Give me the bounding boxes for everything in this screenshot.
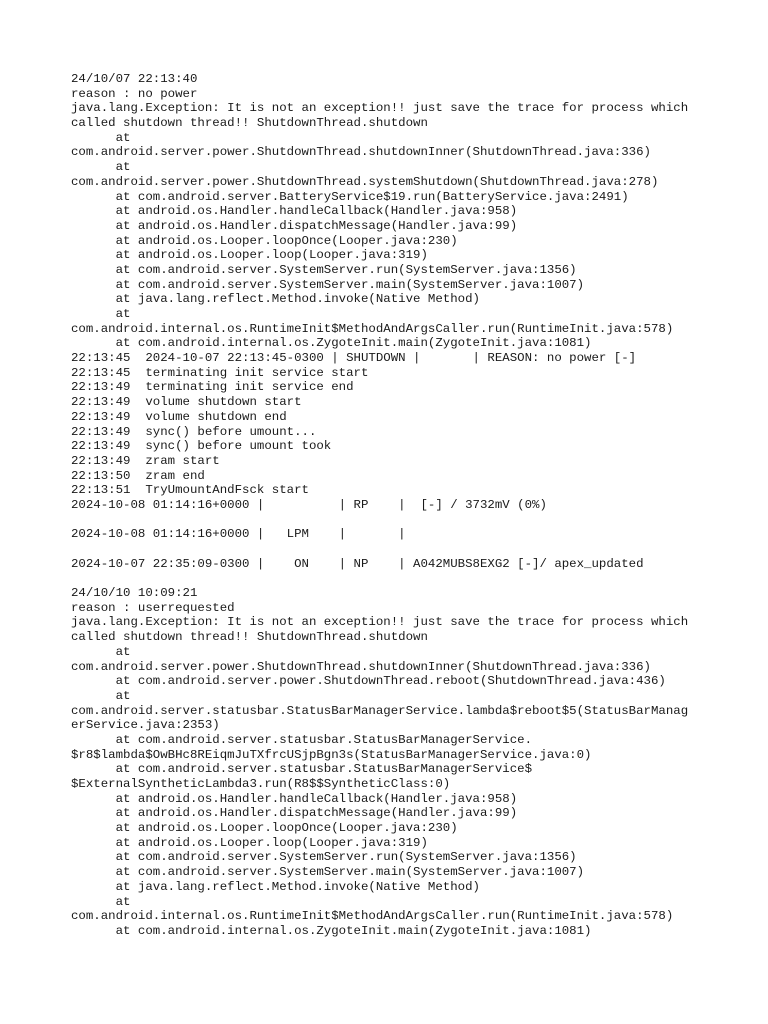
log-line: at android.os.Handler.handleCallback(Handler.java:958) <box>71 791 518 806</box>
log-line: com.android.server.power.ShutdownThread.shutdownInner(ShutdownThread.java:336) <box>71 659 651 674</box>
log-line: at com.android.server.SystemServer.main(SystemServer.java:1007) <box>71 277 585 292</box>
log-line: at com.android.server.statusbar.StatusBarManagerService. <box>71 732 533 747</box>
log-line: at android.os.Handler.handleCallback(Handler.java:958) <box>71 204 518 219</box>
log-line: at java.lang.reflect.Method.invoke(Native Method) <box>71 292 480 307</box>
log-line: java.lang.Exception: It is not an exception!! just save the trace for process which <box>71 615 689 630</box>
log-line: 22:13:49 volume shutdown start <box>71 395 302 410</box>
log-line: called shutdown thread!! ShutdownThread.shutdown <box>71 630 428 645</box>
log-line <box>71 571 711 586</box>
log-line: at java.lang.reflect.Method.invoke(Native Method) <box>71 879 480 894</box>
log-line: 2024-10-08 01:14:16+0000 | | RP | [-] / 3732mV (0%) <box>71 497 547 512</box>
log-line: 22:13:49 terminating init service end <box>71 380 354 395</box>
log-line: erService.java:2353) <box>71 718 220 733</box>
log-line: 24/10/07 22:13:40 <box>71 72 198 86</box>
log-line: 22:13:50 zram end <box>71 468 205 483</box>
log-line: com.android.server.power.ShutdownThread.shutdownInner(ShutdownThread.java:336) <box>71 145 651 160</box>
log-line: 22:13:51 TryUmountAndFsck start <box>71 483 309 498</box>
log-line: 22:13:45 2024-10-07 22:13:45-0300 | SHUTDOWN | | REASON: no power [-] <box>71 351 637 366</box>
log-text-document <box>71 72 711 939</box>
log-line: 24/10/10 10:09:21 <box>71 586 198 601</box>
log-line: 22:13:49 volume shutdown end <box>71 409 287 424</box>
log-line: at com.android.server.statusbar.StatusBarManagerService$ <box>71 762 533 777</box>
log-line: java.lang.Exception: It is not an exception!! just save the trace for process which <box>71 101 689 116</box>
log-line: com.android.server.statusbar.StatusBarManagerService.lambda$reboot$5(StatusBarManag <box>71 703 689 718</box>
log-line: called shutdown thread!! ShutdownThread.shutdown <box>71 116 428 131</box>
log-line: $r8$lambda$OwBHc8REiqmJuTXfrcUSjpBgn3s(StatusBarManagerService.java:0) <box>71 747 592 762</box>
log-line <box>71 542 711 557</box>
log-line: at com.android.internal.os.ZygoteInit.main(ZygoteInit.java:1081) <box>71 923 592 938</box>
log-line: at <box>71 644 131 659</box>
log-line: at android.os.Looper.loopOnce(Looper.java:230) <box>71 233 458 248</box>
log-line: at com.android.server.power.ShutdownThread.reboot(ShutdownThread.java:436) <box>71 674 666 689</box>
log-line: at <box>71 894 131 909</box>
log-line: at android.os.Handler.dispatchMessage(Handler.java:99) <box>71 218 518 233</box>
log-line: reason : userrequested <box>71 600 235 615</box>
log-line: com.android.server.power.ShutdownThread.systemShutdown(ShutdownThread.java:278) <box>71 174 659 189</box>
log-line: at android.os.Looper.loop(Looper.java:319) <box>71 248 428 263</box>
log-line: at com.android.server.BatteryService$19.run(BatteryService.java:2491) <box>71 189 629 204</box>
log-line: at <box>71 160 131 175</box>
log-line: at android.os.Looper.loopOnce(Looper.java:230) <box>71 821 458 836</box>
log-line: at com.android.internal.os.ZygoteInit.main(ZygoteInit.java:1081) <box>71 336 592 351</box>
log-line: 22:13:49 sync() before umount... <box>71 424 317 439</box>
log-line: 2024-10-08 01:14:16+0000 | LPM | | <box>71 527 406 542</box>
log-line: at com.android.server.SystemServer.run(SystemServer.java:1356) <box>71 262 577 277</box>
log-line: at <box>71 688 131 703</box>
log-line: at com.android.server.SystemServer.main(SystemServer.java:1007) <box>71 865 585 880</box>
log-line: 22:13:49 sync() before umount took <box>71 439 332 454</box>
log-line: at android.os.Looper.loop(Looper.java:319) <box>71 835 428 850</box>
log-line: com.android.internal.os.RuntimeInit$MethodAndArgsCaller.run(RuntimeInit.java:578) <box>71 909 674 924</box>
log-line: 22:13:45 terminating init service start <box>71 365 369 380</box>
log-line: 22:13:49 zram start <box>71 453 220 468</box>
log-line: com.android.internal.os.RuntimeInit$MethodAndArgsCaller.run(RuntimeInit.java:578) <box>71 321 674 336</box>
log-line: at com.android.server.SystemServer.run(SystemServer.java:1356) <box>71 850 577 865</box>
log-line <box>71 513 711 528</box>
log-line: at android.os.Handler.dispatchMessage(Handler.java:99) <box>71 806 518 821</box>
log-line: at <box>71 130 131 145</box>
log-line: at <box>71 307 131 321</box>
log-line: $ExternalSyntheticLambda3.run(R8$$SyntheticClass:0) <box>71 777 451 791</box>
log-line: 2024-10-07 22:35:09-0300 | ON | NP | A042MUBS8EXG2 [-]/ apex_updated <box>71 556 644 571</box>
log-line: reason : no power <box>71 86 198 101</box>
